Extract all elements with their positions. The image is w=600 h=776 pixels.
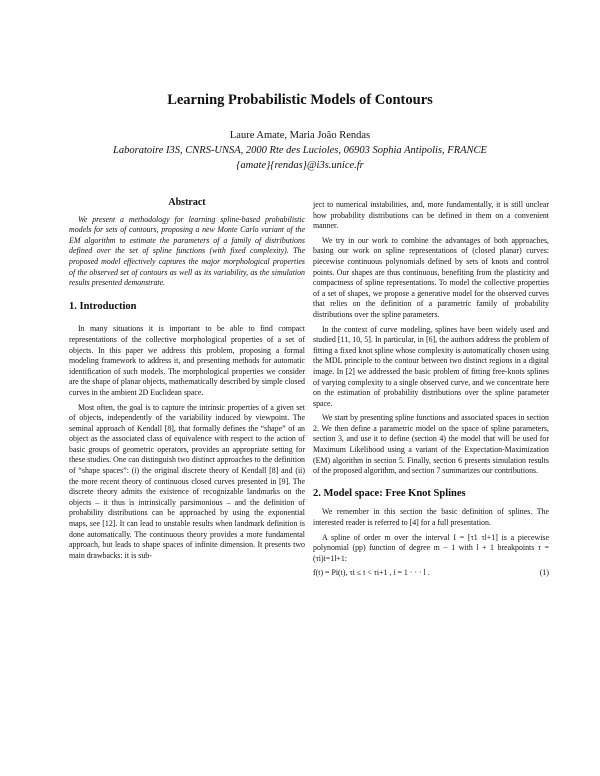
intro-paragraph: We try in our work to combine the advantages of both approaches, basing our work on spline representations of (closed planar) curves: piecewise continuous polynomials defined by sets of knots and control points. Our shapes are thus continuous, benefiting from the plasticity and compactness of spline representations. To model the collective properties of a set of shapes, we propose a generative model for the observed curves that relies on the definition of a parametric family of probability distributions over the spline parameters.	[313, 235, 549, 319]
right-column	[313, 200, 549, 579]
left-column	[69, 198, 305, 561]
paper-email: {amate}{rendas}@i3s.unice.fr	[236, 160, 364, 171]
paper-title: Learning Probabilistic Models of Contours	[167, 92, 433, 108]
intro-paragraph: We start by presenting spline functions and associated spaces in section 2. We then define a parametric model on the space of spline parameters, section 3, and use it to define (section 4) the model that will be used for Maximum Likelihood using a variant of the Expectation-Maximization (EM) algorithm in section 5. Finally, section 6 presents simulation results of the proposed algorithm, and section 7 summarizes our contributions.	[313, 413, 549, 476]
section-2-heading: 2. Model space: Free Knot Splines	[313, 487, 466, 499]
section-1-paragraph: Most often, the goal is to capture the intrinsic properties of a given set of objects, independently of the variability induced by viewpoint. The seminal approach of Kendall [8], that formally defines the “shape” of an object as the associated class of equivalence with respect to the action of basic groups of geometric operators, provides an appropriate setting for these studies. One can distinguish two distinct approaches to the definition of “shape spaces”: (i) the original discrete theory of Kendall [8] and (ii) the more recent theory of continuous closed curves presented in [9]. The discrete theory admits the existence of recognizable landmarks on the objects – it thus is intrinsically parsimonious – and the definition of probability distributions can be approached by using the exponential maps, see [12]. It can lead to unstable results when landmark definition is done automatically. The continuous theory provides a more fundamental approach, but leads to shape spaces of infinite dimension. It presents two main drawbacks: it is sub-	[69, 402, 305, 560]
abstract-text: We present a methodology for learning spline-based probabilistic models for sets of contours, proposing a new Monte Carlo variant of the EM algorithm to estimate the parameters of a family of distributions defined over the set of spline functions (with fixed complexity). The proposed model effectively captures the major morphological properties of the observed set of contours as well as its variability, as the simulation results presented demonstrate.	[69, 214, 305, 288]
section-2-paragraph: We remember in this section the basic definition of splines. The interested reader is referred to [4] for a full presentation.	[313, 507, 549, 528]
intro-paragraph: In the context of curve modeling, splines have been widely used and studied [11, 10, 5]. In particular, in [6], the authors address the problem of fitting a fixed knot spline whose complexity is automatically chosen using the MDL principle to the contour between two distinct regions in a digital image. In [2] we addressed the basic problem of fitting free-knots splines of varying complexity to a single observed curve, and we concentrate here on the estimation of probability distributions over the spline parameter space.	[313, 324, 549, 408]
abstract-heading: Abstract	[168, 197, 206, 208]
equation-body: f(t) = Pi(t), τi ≤ t < τi+1 , i = 1 · · · l .	[313, 568, 430, 578]
paper-affiliation: Laboratoire I3S, CNRS-UNSA, 2000 Rte des Lucioles, 06903 Sophia Antipolis, FRANCE	[113, 145, 487, 156]
equation-number: (1)	[539, 568, 549, 578]
equation-1	[313, 568, 549, 579]
section-1-paragraph: In many situations it is important to be able to find compact representations of the collective morphological properties of a set of objects. In this paper we address this problem, proposing a formal modeling framework to address it, and presenting methods for automatic identification of such models. The morphological properties we consider are the shape of planar objects, mathematically described by simple closed curves in the ambient 2D Euclidean space.	[69, 324, 305, 397]
section-1-heading: 1. Introduction	[69, 300, 137, 312]
intro-continuation: ject to numerical instabilities, and, more fundamentally, it is still unclear how probability distributions can be defined in them on a convenient manner.	[313, 200, 549, 231]
section-2-paragraph: A spline of order m over the interval I = [τ1 τl+1] is a piecewise polynomial (pp) function of degree m − 1 with l + 1 breakpoints τ = (τi)i=1l+1:	[313, 532, 549, 563]
paper-authors: Laure Amate, Maria João Rendas	[229, 130, 371, 141]
